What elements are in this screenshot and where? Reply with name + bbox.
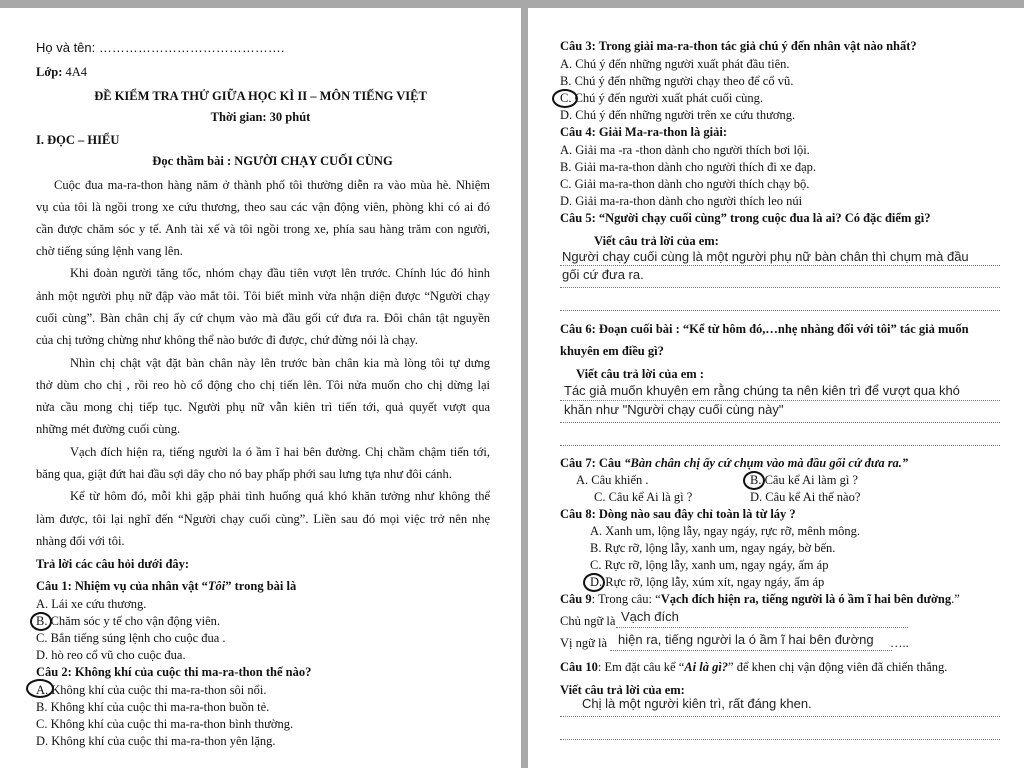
predicate-tail-dots: ….. [890, 636, 909, 650]
exam-time: Thời gian: 30 phút [210, 110, 311, 124]
passage-line: ảnh một người phụ nữ đập vào mắt tôi. Tôi biết mình vừa nhận diện được “Người chạy [36, 289, 490, 303]
exam-title: ĐỀ KIỂM TRA THỬ GIỮA HỌC KÌ II – MÔN TIẾNG VIỆT [94, 89, 427, 103]
q10-answer-prompt: Viết câu trả lời của em: [560, 683, 685, 697]
question-3-title: Câu 3: Trong giải ma-ra-thon tác giả chú ý đến nhân vật nào nhất? [560, 39, 917, 53]
passage-line: chờ tiếng súng lệnh vang lên. [36, 244, 183, 258]
questions-intro: Trả lời các câu hỏi dưới đây: [36, 557, 190, 571]
answer-line [560, 265, 1000, 266]
q2-option[interactable]: A. Không khí của cuộc thi ma-ra-thon sôi nổi. [36, 683, 267, 697]
passage-line: vụ của tôi là ngồi trong xe cứu thương, theo sau các vận động viên, phòng khi có ai đó [36, 200, 490, 214]
predicate-answer[interactable]: hiện ra, tiếng người la ó ầm ĩ hai bên đường [618, 632, 874, 647]
section-title: I. ĐỌC – HIỂU [36, 133, 120, 147]
answer-line [560, 445, 1000, 446]
q7-option[interactable]: B. Câu kể Ai làm gì ? [750, 473, 858, 487]
q3-option[interactable]: D. Chú ý đến những người trên xe cứu thương. [560, 108, 796, 122]
q7-option[interactable]: C. Câu kể Ai là gì ? [594, 490, 693, 504]
q3-option[interactable]: C. Chú ý đến người xuất phát cuối cùng. [560, 91, 763, 105]
q6-answer-text[interactable]: Tác giả muốn khuyên em rằng chúng ta nên kiên trì để vượt qua khó [564, 383, 960, 398]
q5-answer-prompt: Viết câu trả lời của em: [594, 234, 719, 248]
question-5-title: Câu 5: “Người chạy cuối cùng” trong cuộc đua là ai? Có đặc điểm gì? [560, 211, 931, 225]
subject-answer[interactable]: Vạch đích [621, 609, 679, 624]
q10-answer-text[interactable]: Chị là một người kiên trì, rất đáng khen. [582, 696, 812, 711]
reading-title: Đọc thầm bài : NGƯỜI CHẠY CUỐI CÙNG [152, 154, 393, 168]
question-9-title: Câu 9: Trong câu: “Vạch đích hiện ra, tiếng người là ó ầm ĩ hai bên đường.” [560, 592, 960, 606]
name-field [36, 40, 285, 56]
answer-circle-mark [743, 471, 765, 490]
q7-option[interactable]: A. Câu khiến . [576, 473, 649, 487]
class-label: Lớp: [36, 65, 63, 79]
passage-line: cần được chăm sóc y tế. Anh tài xế và tôi ngồi trong xe, phía sau hàng trăm con người, [36, 222, 490, 236]
q1-option[interactable]: C. Bắn tiếng súng lệnh cho cuộc đua . [36, 631, 226, 645]
answer-circle-mark [30, 612, 52, 631]
q4-option[interactable]: B. Giải ma-ra-thon dành cho người thích đi xe đạp. [560, 160, 817, 174]
q5-answer-text[interactable]: gối cứ đưa ra. [562, 267, 644, 282]
answer-line [616, 627, 908, 628]
exam-page-left [0, 8, 521, 768]
answer-circle-mark [583, 573, 605, 592]
q3-option[interactable]: B. Chú ý đến những người chạy theo để cổ vũ. [560, 74, 794, 88]
passage-line: Vạch đích hiện ra, tiếng người la ó ầm ĩ hai bên đường. Chị chầm chậm tiến tới, [70, 445, 490, 459]
passage-line: thở dùm cho chị , rồi reo hò cổ động cho chị tiến lên. Tôi nửa muốn cho chị dừng lại [36, 378, 490, 392]
answer-line [560, 310, 1000, 311]
answer-line [560, 422, 1000, 423]
passage-line: Kể từ hôm đó, mỗi khi gặp phải tình huống quá khó khăn tưởng như không thể [70, 489, 490, 503]
question-6-title: Câu 6: Đoạn cuối bài : “Kể từ hôm đó,…nhẹ nhàng đối với tôi” tác giả muốn [560, 322, 969, 336]
answer-line [560, 400, 1000, 401]
question-7-title: Câu 7: Câu “Bàn chân chị ấy cứ chụm vào mà đầu gối cứ đưa ra.” [560, 456, 909, 470]
q4-option[interactable]: D. Giải ma-ra-thon dành cho người thích leo núi [560, 194, 803, 208]
answer-circle-mark [552, 89, 578, 108]
q5-answer-text[interactable]: Người chạy cuối cùng là một người phụ nữ bàn chân thì chụm mà đầu [562, 249, 969, 264]
subject-label: Chủ ngữ là [560, 614, 616, 628]
question-8-title: Câu 8: Dòng nào sau đây chỉ toàn là từ láy ? [560, 507, 796, 521]
question-4-title: Câu 4: Giải Ma-ra-thon là giải: [560, 125, 728, 139]
predicate-label: Vị ngữ là [560, 636, 608, 650]
passage-line: cuối cùng”. Bàn chân chị ấy cứ chụm vào mà đầu gối cứ đưa ra. Đôi chân tật nguyền [36, 311, 490, 325]
q2-option[interactable]: D. Không khí của cuộc thi ma-ra-thon yên lặng. [36, 734, 276, 748]
passage-line: của chị tưởng chừng như không thể nào bước đi được, chứ đừng nói là chạy. [36, 333, 418, 347]
class-value: 4A4 [65, 65, 88, 79]
passage-line: những mét đường cuối cùng. [36, 422, 181, 436]
passage-line: nhàng đối với tôi. [36, 534, 125, 548]
q7-option[interactable]: D. Câu kể Ai thế nào? [750, 490, 861, 504]
q4-option[interactable]: C. Giải ma-ra-thon dành cho người thích chạy bộ. [560, 177, 810, 191]
passage-line: Khi đoàn người tăng tốc, nhóm chạy đầu tiên vượt lên trước. Chính lúc đó hình [70, 266, 490, 280]
name-label: Họ và tên: [36, 40, 96, 55]
exam-page-right [528, 8, 1024, 768]
name-dots: ……………………………………. [98, 40, 285, 55]
q6-answer-text[interactable]: khăn như "Người chạy cuối cùng này" [564, 402, 784, 417]
answer-line [560, 287, 1000, 288]
passage-line: băng qua, giật đứt hai đầu sợi dây cho nó bay phấp phới sau lưng tựa như đôi cánh. [36, 467, 452, 481]
answer-line [610, 650, 892, 651]
passage-line: Nhìn chị chật vật đặt bàn chân này lên trước bàn chân kia mà lòng tôi tự dưng [70, 356, 490, 370]
q3-option[interactable]: A. Chú ý đến những người xuất phát đầu tiên. [560, 57, 790, 71]
q8-option[interactable]: D. Rực rỡ, lộng lẫy, xúm xít, ngay ngáy, ấm áp [590, 575, 825, 589]
q1-option[interactable]: A. Lái xe cứu thương. [36, 597, 147, 611]
q8-option[interactable]: A. Xanh um, lộng lẫy, ngay ngáy, rực rỡ, mênh mông. [590, 524, 861, 538]
passage-line: Cuộc đua ma-ra-thon hàng năm ở thành phố tôi thường diễn ra vào mùa hè. Nhiệm [54, 178, 490, 192]
q6-answer-prompt: Viết câu trả lời của em : [576, 367, 704, 381]
question-6-title-cont: khuyên em điều gì? [560, 344, 664, 358]
passage-line: làm được, tôi lại nghĩ đến “Người chạy cuối cùng”. Liền sau đó mọi việc trở nên nhẹ [36, 512, 490, 526]
answer-line [560, 739, 1000, 740]
q1-option[interactable]: D. hò reo cổ vũ cho cuộc đua. [36, 648, 186, 662]
q2-option[interactable]: B. Không khí của cuộc thi ma-ra-thon buồn tẻ. [36, 700, 270, 714]
answer-circle-mark [26, 679, 54, 698]
q8-option[interactable]: C. Rực rỡ, lộng lẫy, xanh um, ngay ngáy, ấm áp [590, 558, 829, 572]
q2-option[interactable]: C. Không khí của cuộc thi ma-ra-thon bình thường. [36, 717, 294, 731]
q1-option[interactable]: B. Chăm sóc y tế cho vận động viên. [36, 614, 220, 628]
question-10-title: Câu 10: Em đặt câu kể “Ai là gì?” để khen chị vận động viên đã chiến thắng. [560, 660, 948, 674]
question-1-title: Câu 1: Nhiệm vụ của nhân vật “Tôi” trong bài là [36, 579, 297, 593]
answer-line [560, 716, 1000, 717]
class-field [36, 64, 87, 80]
q8-option[interactable]: B. Rực rỡ, lộng lẫy, xanh um, ngay ngáy, bờ bến. [590, 541, 836, 555]
passage-line: nửa cầu mong chị tiếp tục. Người phụ nữ vẫn kiên trì tiến tới, quả quyết vượt qua [36, 400, 490, 414]
q4-option[interactable]: A. Giải ma -ra -thon dành cho người thích bơi lội. [560, 143, 810, 157]
question-2-title: Câu 2: Không khí của cuộc thi ma-ra-thon thế nào? [36, 665, 312, 679]
